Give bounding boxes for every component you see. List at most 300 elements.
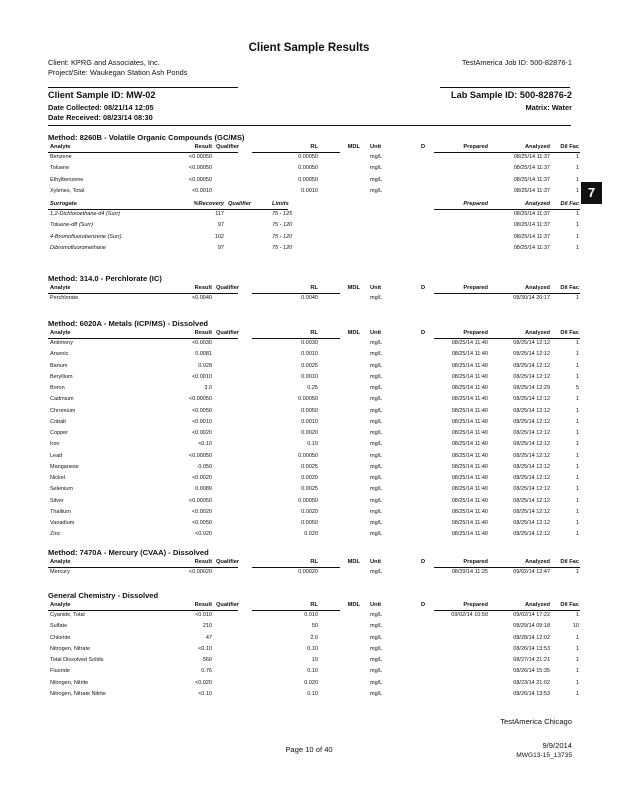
column-header-prepared: Prepared: [463, 285, 488, 291]
cell-analyte: Lead: [50, 452, 63, 459]
cell-analyte: Cadmium: [50, 396, 74, 403]
cell-unit: mg/L: [370, 463, 383, 470]
surrogate-cell-limits: 75 - 120: [272, 222, 293, 229]
table-row: [48, 646, 580, 655]
cell-dil: 1: [575, 475, 579, 481]
cell-dil: 1: [575, 497, 579, 504]
cell-analyte: Thallium: [50, 508, 71, 515]
column-header-rule: [434, 293, 580, 294]
cell-rl: 0.0050: [301, 520, 318, 526]
cell-analyte: Vanadium: [50, 520, 75, 526]
surrogate-row: [48, 234, 580, 243]
table-row: [48, 635, 580, 644]
cell-result: <0.00020: [188, 569, 212, 575]
cell-unit: mg/L: [370, 340, 383, 346]
table-row: [48, 396, 580, 405]
cell-unit: mg/L: [370, 396, 383, 403]
cell-unit: mg/L: [370, 623, 383, 630]
cell-result: 0.028: [198, 362, 212, 369]
cell-result: 0.0081: [195, 351, 212, 358]
cell-rl: 0.0010: [301, 187, 318, 194]
table-row: [48, 464, 580, 473]
cell-analyzed: 08/26/14 13:53: [513, 690, 550, 697]
column-header-prepared: Prepared: [463, 559, 488, 565]
column-header-result: Result: [194, 285, 212, 291]
cell-unit: mg/L: [370, 531, 383, 538]
cell-analyte: Toluene: [50, 165, 70, 172]
surrogate-row: [48, 211, 580, 220]
cell-analyzed: 08/25/14 12:12: [513, 531, 550, 538]
cell-result: 3.0: [204, 385, 212, 391]
column-header-dil: Dil Fac: [560, 559, 579, 565]
cell-dil: 1: [575, 452, 579, 459]
column-header-unit: Unit: [370, 144, 382, 150]
cell-rl: 0.020: [304, 531, 318, 538]
cell-prepared: 08/25/14 11:40: [451, 362, 488, 369]
table-row: [48, 408, 580, 417]
surrogate-cell-recovery: 97: [217, 222, 224, 229]
cell-analyte: Total Dissolved Solids: [50, 657, 104, 663]
column-header-d: D: [420, 330, 426, 336]
cell-dil: 1: [575, 351, 579, 358]
cell-rl: 0.10: [307, 441, 318, 448]
cell-dil: 1: [575, 634, 579, 641]
cell-result: <0.020: [195, 531, 212, 538]
cell-dil: 1: [575, 430, 579, 436]
column-header-qualifier: Qualifier: [216, 559, 240, 565]
column-header-prepared: Prepared: [463, 330, 488, 336]
cell-analyte: Arsenic: [50, 351, 69, 358]
cell-analyte: Cobalt: [50, 418, 66, 425]
cell-analyte: Silver: [50, 497, 64, 504]
cell-analyzed: 08/30/14 20:17: [513, 295, 550, 301]
cell-analyzed: 08/25/14 12:12: [513, 486, 550, 493]
cell-rl: 0.020: [304, 679, 318, 686]
cell-result: <0.0030: [191, 340, 212, 346]
cell-analyte: Nitrogen, Nitrate: [50, 645, 91, 652]
cell-unit: mg/L: [370, 612, 383, 618]
cell-result: 560: [202, 657, 212, 663]
cell-rl: 0.0010: [301, 418, 318, 425]
cell-result: <0.0010: [191, 418, 212, 425]
table-row: [48, 188, 580, 197]
cell-dil: 1: [575, 154, 579, 160]
job-id: TestAmerica Job ID: 500-82876-1: [461, 58, 572, 67]
column-header-rule: [48, 338, 238, 339]
cell-analyzed: 08/25/14 12:12: [513, 463, 550, 470]
cell-unit: mg/L: [370, 441, 383, 448]
column-header-rule: [48, 152, 238, 153]
cell-analyzed: 08/25/14 12:12: [513, 396, 550, 403]
header-rule-right: [440, 87, 570, 88]
cell-analyzed: 09/02/14 12:47: [513, 569, 550, 575]
cell-dil: 1: [575, 176, 579, 183]
table-row: [48, 177, 580, 186]
cell-rl: 0.25: [307, 385, 318, 391]
table-row: [48, 295, 580, 304]
cell-analyzed: 08/27/14 21:21: [513, 657, 550, 663]
surrogate-cell-analyzed: 08/25/14 11:37: [513, 211, 550, 217]
column-header-analyte: Analyte: [50, 144, 71, 150]
cell-prepared: 08/25/14 11:40: [451, 351, 488, 358]
surrogate-cell-dil: 1: [575, 222, 579, 229]
cell-dil: 1: [575, 679, 579, 686]
surrogate-cell-name: 1,2-Dichloroethane-d4 (Surr): [50, 211, 121, 217]
cell-prepared: 08/25/14 11:40: [451, 452, 488, 459]
cell-rl: 0.0030: [301, 340, 318, 346]
cell-analyte: Iron: [50, 441, 60, 448]
cell-unit: mg/L: [370, 407, 383, 414]
cell-rl: 10: [311, 657, 318, 663]
column-header-rule: [48, 610, 238, 611]
section-tab: 7: [581, 182, 602, 204]
surrogate-cell-limits: 75 - 120: [272, 233, 293, 240]
column-header-rule: [434, 152, 580, 153]
cell-dil: 1: [575, 187, 579, 194]
column-header-analyte: Analyte: [50, 285, 71, 291]
cell-analyzed: 08/25/14 12:29: [513, 385, 550, 391]
surrogate-header-rule: [48, 209, 288, 210]
column-header-unit: Unit: [370, 330, 382, 336]
cell-result: <0.00050: [188, 452, 212, 459]
date-collected: Date Collected: 08/21/14 12:05: [48, 103, 154, 112]
cell-prepared: 08/25/14 11:40: [451, 418, 488, 425]
cell-rl: 0.00050: [298, 176, 318, 183]
column-header-analyzed: Analyzed: [525, 330, 550, 336]
column-header-analyzed: Analyzed: [525, 144, 550, 150]
cell-prepared: 08/25/14 11:40: [451, 340, 488, 346]
surrogate-header-analyzed: Analyzed: [525, 201, 550, 207]
table-row: [48, 165, 580, 174]
cell-prepared: 08/25/14 11:40: [451, 396, 488, 403]
surrogate-header-limits: Limits: [272, 201, 289, 207]
cell-dil: 1: [575, 441, 579, 448]
cell-analyte: Cyanide, Total: [50, 612, 85, 618]
cell-analyzed: 08/23/14 21:02: [513, 679, 550, 686]
surrogate-cell-name: Toluene-d8 (Surr): [50, 222, 93, 229]
surrogate-header-name: Surrogate: [50, 201, 77, 207]
cell-prepared: 09/02/14 10:50: [451, 612, 488, 618]
table-row: [48, 680, 580, 689]
cell-result: <0.10: [198, 690, 212, 697]
cell-analyzed: 08/25/14 11:37: [513, 154, 550, 160]
column-header-rule: [252, 293, 340, 294]
surrogate-header-rule: [434, 209, 580, 210]
cell-analyzed: 08/25/14 12:12: [513, 508, 550, 515]
surrogate-header-dil: Dil Fac: [560, 201, 579, 207]
method-title: Method: 6020A - Metals (ICP/MS) - Dissolved: [48, 319, 209, 328]
cell-analyte: Chromium: [50, 407, 76, 414]
cell-dil: 1: [575, 520, 579, 526]
cell-dil: 1: [575, 295, 579, 301]
cell-prepared: 08/25/14 11:40: [451, 463, 488, 470]
cell-rl: 0.10: [307, 668, 318, 675]
surrogate-cell-name: 4-Bromofluorobenzene (Surr): [50, 233, 122, 240]
table-row: [48, 612, 580, 621]
cell-analyzed: 08/25/14 12:12: [513, 452, 550, 459]
cell-result: 47: [205, 634, 212, 641]
column-header-qualifier: Qualifier: [216, 285, 240, 291]
cell-prepared: 08/25/14 11:40: [451, 508, 488, 515]
cell-analyzed: 08/25/14 12:12: [513, 373, 550, 380]
lab-name: TestAmerica Chicago: [500, 717, 572, 726]
column-header-rule: [434, 567, 580, 568]
table-row: [48, 363, 580, 372]
document-code: MWG13-15_13735: [516, 752, 572, 759]
cell-analyte: Chloride: [50, 634, 71, 641]
cell-rl: 0.00050: [298, 396, 318, 403]
column-header-rl: RL: [310, 144, 318, 150]
cell-unit: mg/L: [370, 569, 383, 575]
cell-analyzed: 08/25/14 12:12: [513, 407, 550, 414]
surrogate-cell-dil: 1: [575, 233, 579, 240]
cell-unit: mg/L: [370, 520, 383, 526]
column-header-dil: Dil Fac: [560, 330, 579, 336]
cell-analyzed: 09/02/14 17:22: [513, 612, 550, 618]
column-header-rule: [252, 567, 340, 568]
column-header-dil: Dil Fac: [560, 602, 579, 608]
cell-dil: 1: [575, 690, 579, 697]
page-number: Page 10 of 40: [285, 745, 333, 754]
cell-unit: mg/L: [370, 634, 383, 641]
cell-result: <0.0050: [191, 407, 212, 414]
cell-rl: 2.0: [310, 634, 318, 641]
client-name: Client: KPRG and Associates, Inc.: [48, 58, 160, 67]
cell-prepared: 08/25/14 11:40: [451, 441, 488, 448]
cell-analyzed: 08/25/14 12:12: [513, 351, 550, 358]
cell-unit: mg/L: [370, 668, 383, 675]
table-row: [48, 531, 580, 540]
column-header-mdl: MDL: [347, 285, 360, 291]
table-row: [48, 430, 580, 439]
client-sample-id: Client Sample ID: MW-02: [48, 90, 156, 100]
cell-rl: 0.00050: [298, 165, 318, 172]
surrogate-cell-recovery: 97: [217, 244, 224, 251]
cell-analyte: Boron: [50, 385, 65, 391]
cell-unit: mg/L: [370, 418, 383, 425]
column-header-mdl: MDL: [347, 602, 360, 608]
cell-analyzed: 08/29/14 09:18: [513, 623, 550, 630]
column-header-rule: [434, 338, 580, 339]
cell-analyte: Ethylbenzene: [50, 176, 84, 183]
cell-analyte: Sulfate: [50, 623, 68, 630]
column-header-result: Result: [194, 144, 212, 150]
cell-analyte: Copper: [50, 430, 69, 436]
cell-result: <0.0050: [191, 520, 212, 526]
cell-unit: mg/L: [370, 508, 383, 515]
cell-rl: 50: [311, 623, 318, 630]
cell-analyzed: 08/25/14 12:12: [513, 441, 550, 448]
column-header-unit: Unit: [370, 285, 382, 291]
surrogate-cell-analyzed: 08/25/14 11:37: [513, 244, 550, 251]
cell-unit: mg/L: [370, 373, 383, 380]
cell-rl: 0.00020: [298, 569, 318, 575]
column-header-dil: Dil Fac: [560, 285, 579, 291]
cell-dil: 10: [572, 623, 579, 630]
cell-rl: 0.0010: [301, 373, 318, 380]
cell-unit: mg/L: [370, 351, 383, 358]
column-header-qualifier: Qualifier: [216, 330, 240, 336]
table-row: [48, 154, 580, 163]
cell-dil: 1: [575, 668, 579, 675]
header-rule-left: [48, 87, 238, 88]
surrogate-row: [48, 222, 580, 231]
cell-rl: 0.0040: [301, 295, 318, 301]
column-header-rl: RL: [310, 602, 318, 608]
cell-analyte: Nickel: [50, 475, 65, 481]
surrogate-cell-analyzed: 08/25/14 11:37: [513, 233, 550, 240]
surrogate-cell-recovery: 102: [214, 233, 224, 240]
cell-dil: 1: [575, 486, 579, 493]
column-header-qualifier: Qualifier: [216, 144, 240, 150]
surrogate-header-prepared: Prepared: [463, 201, 488, 207]
cell-rl: 0.00050: [298, 154, 318, 160]
column-header-analyzed: Analyzed: [525, 285, 550, 291]
column-header-prepared: Prepared: [463, 144, 488, 150]
cell-result: 0.050: [198, 463, 212, 470]
cell-result: 210: [202, 623, 212, 630]
cell-analyzed: 08/25/14 11:37: [513, 187, 550, 194]
cell-analyzed: 08/25/14 12:12: [513, 362, 550, 369]
column-header-d: D: [420, 602, 426, 608]
cell-prepared: 08/25/14 11:40: [451, 430, 488, 436]
cell-dil: 1: [575, 418, 579, 425]
cell-result: <0.0020: [191, 508, 212, 515]
column-header-rule: [252, 610, 340, 611]
table-row: [48, 657, 580, 666]
surrogate-cell-recovery: 117: [215, 211, 224, 217]
cell-result: <0.00050: [188, 165, 212, 172]
column-header-d: D: [420, 559, 426, 565]
cell-analyte: Zinc: [50, 531, 61, 538]
surrogate-cell-dil: 1: [575, 211, 579, 217]
column-header-rule: [252, 338, 340, 339]
cell-unit: mg/L: [370, 475, 383, 481]
cell-result: <0.0010: [191, 373, 212, 380]
cell-rl: 0.10: [307, 645, 318, 652]
column-header-qualifier: Qualifier: [216, 602, 240, 608]
column-header-analyzed: Analyzed: [525, 602, 550, 608]
column-header-dil: Dil Fac: [560, 144, 579, 150]
surrogate-cell-name: Dibromofluoromethane: [50, 244, 106, 251]
cell-dil: 1: [575, 373, 579, 380]
cell-result: <0.00050: [188, 154, 212, 160]
cell-analyte: Nitrogen, Nitrite: [50, 679, 89, 686]
column-header-analyte: Analyte: [50, 602, 71, 608]
cell-analyte: Antimony: [50, 340, 73, 346]
cell-analyzed: 08/25/14 12:12: [513, 497, 550, 504]
cell-prepared: 08/25/14 11:40: [451, 531, 488, 538]
cell-result: <0.10: [198, 645, 212, 652]
cell-dil: 5: [575, 385, 579, 391]
cell-dil: 1: [575, 531, 579, 538]
cell-dil: 1: [575, 463, 579, 470]
cell-rl: 0.00050: [298, 452, 318, 459]
table-row: [48, 691, 580, 700]
cell-analyte: Beryllium: [50, 373, 73, 380]
cell-unit: mg/L: [370, 690, 383, 697]
table-row: [48, 385, 580, 394]
table-row: [48, 498, 580, 507]
cell-unit: mg/L: [370, 452, 383, 459]
table-row: [48, 374, 580, 383]
method-title: General Chemistry - Dissolved: [48, 591, 159, 600]
column-header-analyte: Analyte: [50, 330, 71, 336]
cell-analyte: Perchlorate: [50, 295, 79, 301]
cell-prepared: 08/25/14 11:40: [451, 520, 488, 526]
column-header-rule: [48, 293, 238, 294]
cell-dil: 1: [575, 362, 579, 369]
table-row: [48, 340, 580, 349]
cell-result: <0.020: [195, 679, 212, 686]
cell-unit: mg/L: [370, 486, 383, 493]
cell-analyzed: 08/28/14 12:02: [513, 634, 550, 641]
column-header-analyzed: Analyzed: [525, 559, 550, 565]
cell-dil: 1: [575, 407, 579, 414]
cell-prepared: 08/25/14 11:40: [451, 475, 488, 481]
column-header-unit: Unit: [370, 559, 382, 565]
method-title: Method: 7470A - Mercury (CVAA) - Dissolved: [48, 548, 209, 557]
cell-unit: mg/L: [370, 679, 383, 686]
table-row: [48, 623, 580, 632]
cell-unit: mg/L: [370, 497, 383, 504]
surrogate-header-recovery: %Recovery: [193, 201, 224, 207]
column-header-rule: [252, 152, 340, 153]
table-row: [48, 509, 580, 518]
table-row: [48, 569, 580, 578]
cell-result: <0.0010: [191, 187, 212, 194]
cell-unit: mg/L: [370, 645, 383, 652]
cell-result: <0.00050: [188, 497, 212, 504]
cell-unit: mg/L: [370, 187, 383, 194]
cell-analyte: Selenium: [50, 486, 73, 493]
cell-unit: mg/L: [370, 176, 383, 183]
cell-analyte: Benzene: [50, 154, 72, 160]
cell-analyzed: 08/26/14 13:53: [513, 645, 550, 652]
column-header-result: Result: [194, 559, 212, 565]
cell-result: 0.76: [201, 668, 212, 675]
cell-dil: 1: [575, 508, 579, 515]
cell-dil: 1: [575, 612, 579, 618]
table-row: [48, 475, 580, 484]
project-site: Project/Site: Waukegan Station Ash Ponds: [48, 68, 188, 77]
cell-rl: 0.00050: [298, 497, 318, 504]
cell-rl: 0.0025: [301, 486, 318, 493]
cell-rl: 0.0020: [301, 430, 318, 436]
cell-unit: mg/L: [370, 657, 383, 663]
cell-rl: 0.0025: [301, 362, 318, 369]
cell-result: <0.0020: [191, 430, 212, 436]
cell-analyzed: 08/25/14 12:12: [513, 520, 550, 526]
cell-analyzed: 08/25/14 12:12: [513, 418, 550, 425]
cell-analyte: Barium: [50, 362, 68, 369]
cell-analyte: Nitrogen, Nitrate Nitrite: [50, 690, 106, 697]
date-received: Date Received: 08/23/14 08:30: [48, 113, 153, 122]
method-title: Method: 8260B - Volatile Organic Compounds (GC/MS): [48, 133, 245, 142]
column-header-mdl: MDL: [347, 330, 360, 336]
cell-rl: 0.0010: [301, 351, 318, 358]
cell-dil: 1: [575, 657, 579, 663]
surrogate-header-qualifier: Qualifier: [228, 201, 252, 207]
cell-dil: 1: [575, 396, 579, 403]
cell-analyzed: 08/25/14 12:12: [513, 340, 550, 346]
column-header-rule: [48, 567, 238, 568]
cell-rl: 0.010: [304, 612, 318, 618]
cell-analyte: Manganese: [50, 463, 79, 470]
cell-analyzed: 08/25/14 11:37: [513, 176, 550, 183]
table-row: [48, 419, 580, 428]
cell-analyte: Fluoride: [50, 668, 70, 675]
